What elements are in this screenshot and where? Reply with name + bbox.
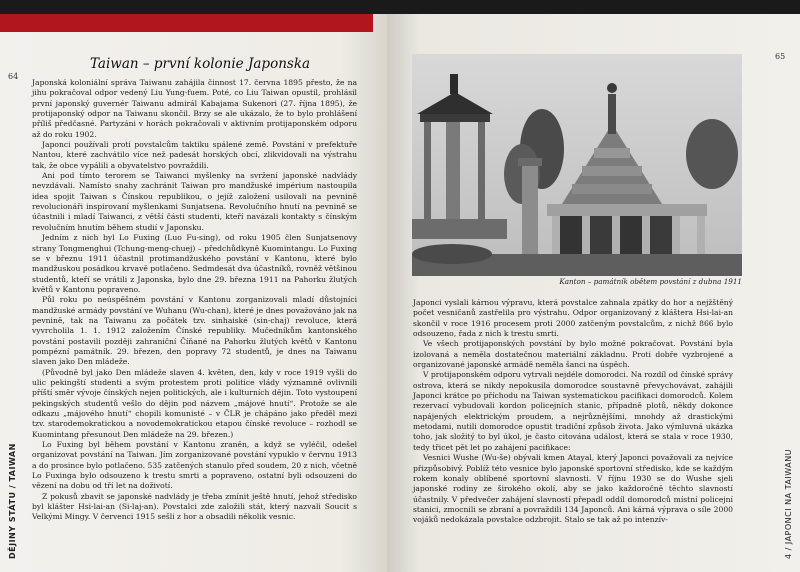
memorial-illustration: [412, 54, 742, 276]
photo-caption: Kanton – památník obětem povstání z dubna 1911: [559, 277, 742, 286]
memorial-photo: [412, 54, 742, 276]
left-paragraph: Jedním z nich byl Lo Fuxing (Luo Fu-sing), od roku 1905 člen Sunjatsenovy strany Tongmenghui (Tchung-meng-chuej) – předchůdkyně Kuomintangu. Lo Fuxing se v březnu 1911 účastnil protimandžuského povstání v Kantonu, které bylo mandžuskou posádkou krvavě potlačeno. Sedmdesát dva účastníků, rovněž většinou studentů, kteří se vrátili z Japonska, bylo dne 29. března 1911 na Pahorku žlutých květů v Kantonu popraveno.: [32, 233, 357, 294]
left-paragraph: Ani pod tímto terorem se Taiwanci myšlenky na svržení japonské nadvlády nevzdávali. Namísto snahy zachránit Taiwan pro mandžuské impérium nastoupila idea spojit Taiwan s Čínskou republikou, o jejíž založení usilovali na pevnině revolucionáři inspirovaní myšlenkami Sunjatsena. Revolučního hnutí na pevnině se účastnili i mladí Taiwanci, z větší části studenti, kteří navázali kontakty s čínským revolučním hnutím během studií v Japonsku.: [32, 171, 357, 232]
right-running-head: 4 / JAPONCI NA TAIWANU: [784, 448, 793, 559]
left-running-head: DĚJINY STÁTU / TAIWAN: [8, 443, 17, 559]
right-paragraph: Ve všech protijaponských povstání by bylo možné pokračovat. Povstání byla izolovaná a neměla dostatečnou materiální základnu. Proti dobře vyzbrojené a organizované japonské armádě neměla šanci na úspěch.: [413, 339, 733, 370]
right-paragraph: Vesnici Wushe (Wu-še) obývali kmen Atayal, který Japonci považovali za nejvíce přizpůsobivý. Poblíž této vesnice bylo japonské sportovní středisko, kde se každým rokem konaly oblíbené sportovní slavnosti. V říjnu 1930 se do Wushe sjeli japonské rodiny ze širokého okolí, aby se jako každoročně těchto slavností účastnily. V předvečer zahájení slavností přepadl oddíl domorodců místní policejní stanici, zmocnili se zbraní a povraždili 134 Japonců. Ani kárná výprava o síle 2000 vojáků nedokázala povstalce odzbrojit. Stalo se tak až po intenzív-: [413, 453, 733, 525]
right-text-column: [413, 298, 733, 526]
left-text-column: [32, 78, 357, 523]
left-paragraph: Z pokusů zbavit se japonské nadvlády je třeba zmínit ještě hnutí, jehož středisko byl klášter Hsi-lai-an (Si-laj-an). Povstalci zde založili stát, který nazvali Soucit s Velkými Mingy. V červenci 1915 sešli z hor a obsadili několik vesnic.: [32, 491, 357, 522]
left-paragraph: Lo Fuxing byl během povstání v Kantonu zraněn, a když se vyléčil, odešel organizovat povstání na Taiwan. Jím zorganizované povstání vypuklo v červnu 1913 a do prosince bylo potlačeno. 535 zatčených stanulo před soudem, 20 z nich, včetně Lo Fuxinga bylo odsouzeno k trestu smrti a popraveno, ostatní byli odsouzeni do vězení na dobu od tří let na doživotí.: [32, 440, 357, 491]
left-paragraph: Japonci používali proti povstalcům taktiku spálené země. Povstání v prefektuře Nantou, které zachvátilo více než padesát horských obcí, zlikvidovali na výstrahu tak, že obce vypálili a obyvatelstvo povraždili.: [32, 140, 357, 170]
chapter-title: Taiwan – první kolonie Japonska: [89, 56, 311, 72]
left-paragraph: Japonská koloniální správa Taiwanu zahájila činnost 17. června 1895 přesto, že na jihu pokračoval odpor vedený Liu Yung-fuem. Poté, co Liu Taiwan opustil, prohlásil první japonský guvernér Taiwanu admirál Kabajama Sukenori (27. října 1895), že protijaponský odpor na Taiwanu skončil. Brzy se ale ukázalo, že to bylo prohlášení příliš předčasné. Partyzáni v horách pokračovali v aktivním protijaponském odporu až do roku 1902.: [32, 78, 357, 139]
top-red-band: [0, 14, 373, 32]
left-paragraph: Půl roku po neúspěšném povstání v Kantonu zorganizovali mladí důstojníci mandžuské armády povstání ve Wuhanu (Wu-chan), které je dnes považováno jak na pevnině, tak na Taiwanu za počátek tzv. sinhaiské (sin-chaj) revoluce, která vyvrcholila 1. 1. 1912 založením Čínské republiky. Mučedníkům kantonského povstání postavili později zahraniční Číňané na Pahorku žlutých květů v Kantonu pompézní památník. 29. březen, den popravy 72 studentů, je dnes na Taiwanu slaven jako Den mládeže.: [32, 295, 357, 367]
right-paragraph: V protijaponském odporu vytrvali nejdéle domorodci. Na rozdíl od čínské správy ostrova, která se nikdy nepokusila domorodce soustavně převychovávat, zahájili Japonci krátce po příchodu na Taiwan systematickou pacifikaci domorodců. Kolem rezervací vybudovali kordon policejních stanic, případně plotů, někdy dokonce napájených elektrickým proudem, a nejrůznějšími, mnohdy až drastickými metodami, nutili domorodce opustit tradiční způsob života. Jako výmluvná ukázka toho, jak složitý to byl úkol, je často citována událost, která se stala v roce 1930, tedy třicet pět let po zahájení pacifikace:: [413, 370, 733, 452]
left-page: [0, 14, 387, 572]
right-page-number: 65: [775, 52, 786, 61]
right-paragraph: Japonci vyslali kárnou výpravu, která povstalce zahnala zpátky do hor a nejžštěný počet vesničanů zastřelila pro výstrahu. Odpor organizovaný z kláštera Hsi-lai-an skončil v roce 1916 procesem proti 2000 zatčeným povstalcům, z nichž 866 bylo odsouzeno, řada z nich k trestu smrti.: [413, 298, 733, 339]
left-page-number: 64: [8, 72, 19, 81]
right-page: [387, 14, 800, 572]
left-paragraph: (Původně byl jako Den mládeže slaven 4. květen, den, kdy v roce 1919 vyšli do ulic pekingští studenti a svým protestem proti politice vlády významně ovlivnili příští směr vývoje čínských nejen politických, ale i kulturních dějin. Toto vystoupení pekingských studentů vešlo do dějin pod názvem „májové hnutí“. Protože se ale odkazu „májového hnutí“ chopili komunisté – v ČLR je chápáno jako předěl mezi tzv. starodemokratickou a novodemokratickou etapou čínské revoluce – rozhodl se Kuomintang přesunout Den mládeže na 29. březen.): [32, 367, 357, 439]
